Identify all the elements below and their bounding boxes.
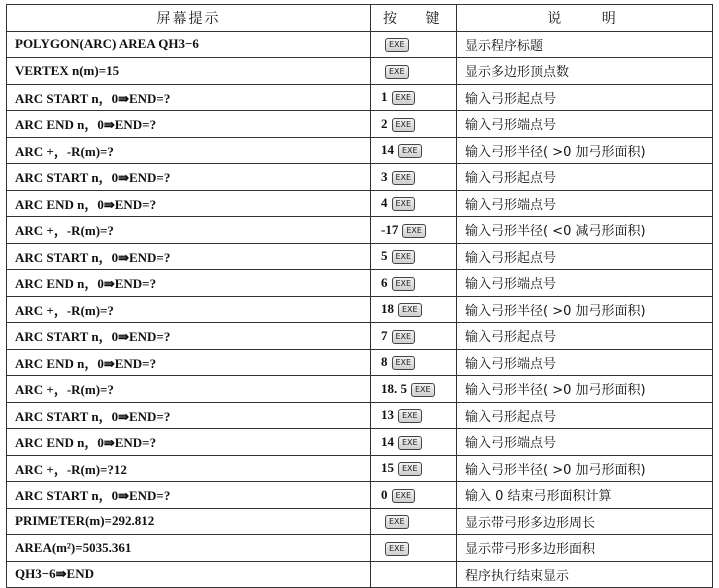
table-row <box>7 455 713 482</box>
key-cell <box>371 535 457 562</box>
table-row <box>7 508 713 535</box>
exe-key-icon: EXE <box>398 462 422 476</box>
key-cell <box>371 429 457 456</box>
key-input-value: 14 <box>381 142 394 158</box>
table-row <box>7 429 713 456</box>
exe-key-icon: EXE <box>392 118 416 132</box>
screen-prompt-cell: ARC +，-R(m)=? <box>7 296 371 323</box>
key-cell <box>371 137 457 164</box>
table-row <box>7 111 713 138</box>
key-cell <box>371 323 457 350</box>
screen-prompt-cell: ARC START n，0⇛END=? <box>7 84 371 111</box>
screen-prompt-cell: ARC +，-R(m)=? <box>7 376 371 403</box>
table-row <box>7 190 713 217</box>
screen-prompt-cell: ARC +，-R(m)=? <box>7 217 371 244</box>
key-input-value: 18 <box>381 301 394 317</box>
key-cell <box>371 270 457 297</box>
table-row <box>7 349 713 376</box>
screen-prompt-cell: ARC END n，0⇛END=? <box>7 111 371 138</box>
key-cell <box>371 243 457 270</box>
screen-prompt-cell: ARC +，-R(m)=? <box>7 137 371 164</box>
screen-prompt-cell: QH3−6⇛END <box>7 561 371 588</box>
header-screen-prompt: 屏幕提示 <box>7 5 371 32</box>
exe-key-icon: EXE <box>392 356 416 370</box>
exe-key-icon: EXE <box>385 65 409 79</box>
program-steps-table <box>6 4 713 588</box>
key-cell <box>371 164 457 191</box>
key-cell <box>371 349 457 376</box>
description-cell: 输入弓形起点号 <box>457 402 713 429</box>
key-input-value: 5 <box>381 248 388 264</box>
screen-prompt-cell: ARC END n，0⇛END=? <box>7 190 371 217</box>
key-input-value: -17 <box>381 221 399 237</box>
exe-key-icon: EXE <box>402 224 426 238</box>
key-input-value: 13 <box>381 407 394 423</box>
screen-prompt-cell: ARC END n，0⇛END=? <box>7 349 371 376</box>
screen-prompt-cell: ARC END n，0⇛END=? <box>7 270 371 297</box>
key-input-value: 7 <box>381 327 388 343</box>
description-cell: 程序执行结束显示 <box>457 561 713 588</box>
table-row <box>7 84 713 111</box>
key-cell <box>371 58 457 85</box>
table-row <box>7 535 713 562</box>
exe-key-icon: EXE <box>385 515 409 529</box>
exe-key-icon: EXE <box>392 91 416 105</box>
key-cell <box>371 111 457 138</box>
description-cell: 输入弓形端点号 <box>457 111 713 138</box>
key-input-value: 4 <box>381 195 388 211</box>
screen-prompt-cell: ARC START n，0⇛END=? <box>7 323 371 350</box>
description-cell: 输入弓形半径( >0 加弓形面积) <box>457 296 713 323</box>
description-cell: 输入弓形端点号 <box>457 190 713 217</box>
screen-prompt-cell: ARC START n，0⇛END=? <box>7 482 371 509</box>
table-row <box>7 296 713 323</box>
key-cell <box>371 217 457 244</box>
exe-key-icon: EXE <box>385 542 409 556</box>
key-input-value: 6 <box>381 274 388 290</box>
key-cell <box>371 402 457 429</box>
exe-key-icon: EXE <box>392 250 416 264</box>
exe-key-icon: EXE <box>392 489 416 503</box>
exe-key-icon: EXE <box>392 197 416 211</box>
key-input-value: 18. 5 <box>381 380 407 396</box>
description-cell: 输入弓形端点号 <box>457 349 713 376</box>
description-cell: 输入弓形起点号 <box>457 84 713 111</box>
description-cell: 输入弓形半径( >0 加弓形面积) <box>457 376 713 403</box>
key-cell <box>371 31 457 58</box>
key-input-value: 14 <box>381 433 394 449</box>
key-cell <box>371 508 457 535</box>
key-cell <box>371 190 457 217</box>
key-cell <box>371 561 457 588</box>
header-description: 说 明 <box>457 5 713 32</box>
description-cell: 输入弓形端点号 <box>457 429 713 456</box>
table-row <box>7 31 713 58</box>
table-header-row <box>7 5 713 32</box>
table-row <box>7 323 713 350</box>
key-cell <box>371 455 457 482</box>
exe-key-icon: EXE <box>392 330 416 344</box>
exe-key-icon: EXE <box>398 144 422 158</box>
table-row <box>7 376 713 403</box>
description-cell: 输入弓形起点号 <box>457 164 713 191</box>
key-input-value: 3 <box>381 168 388 184</box>
exe-key-icon: EXE <box>411 383 435 397</box>
table-row <box>7 243 713 270</box>
table-row <box>7 164 713 191</box>
description-cell: 输入 0 结束弓形面积计算 <box>457 482 713 509</box>
description-cell: 显示程序标题 <box>457 31 713 58</box>
screen-prompt-cell: PRIMETER(m)=292.812 <box>7 508 371 535</box>
table-row <box>7 137 713 164</box>
key-input-value: 15 <box>381 460 394 476</box>
description-cell: 输入弓形端点号 <box>457 270 713 297</box>
table-row <box>7 58 713 85</box>
description-cell: 显示带弓形多边形周长 <box>457 508 713 535</box>
description-cell: 输入弓形半径( >0 加弓形面积) <box>457 137 713 164</box>
description-cell: 输入弓形起点号 <box>457 323 713 350</box>
description-cell: 显示多边形顶点数 <box>457 58 713 85</box>
exe-key-icon: EXE <box>398 436 422 450</box>
key-cell <box>371 296 457 323</box>
key-input-value: 8 <box>381 354 388 370</box>
header-key: 按 键 <box>371 5 457 32</box>
screen-prompt-cell: VERTEX n(m)=15 <box>7 58 371 85</box>
key-input-value: 0 <box>381 486 388 502</box>
table-row <box>7 482 713 509</box>
screen-prompt-cell: ARC END n，0⇛END=? <box>7 429 371 456</box>
description-cell: 输入弓形半径( >0 加弓形面积) <box>457 455 713 482</box>
screen-prompt-cell: POLYGON(ARC) AREA QH3−6 <box>7 31 371 58</box>
key-input-value: 2 <box>381 115 388 131</box>
table-row <box>7 561 713 588</box>
screen-prompt-cell: ARC START n，0⇛END=? <box>7 402 371 429</box>
table-row <box>7 270 713 297</box>
exe-key-icon: EXE <box>398 409 422 423</box>
key-cell <box>371 376 457 403</box>
exe-key-icon: EXE <box>385 38 409 52</box>
description-cell: 输入弓形起点号 <box>457 243 713 270</box>
key-cell <box>371 482 457 509</box>
exe-key-icon: EXE <box>392 277 416 291</box>
description-cell: 输入弓形半径( <0 减弓形面积) <box>457 217 713 244</box>
screen-prompt-cell: ARC START n，0⇛END=? <box>7 243 371 270</box>
screen-prompt-cell: ARC +，-R(m)=?12 <box>7 455 371 482</box>
screen-prompt-cell: AREA(m²)=5035.361 <box>7 535 371 562</box>
exe-key-icon: EXE <box>398 303 422 317</box>
key-cell <box>371 84 457 111</box>
table-row <box>7 217 713 244</box>
table-row <box>7 402 713 429</box>
description-cell: 显示带弓形多边形面积 <box>457 535 713 562</box>
exe-key-icon: EXE <box>392 171 416 185</box>
key-input-value: 1 <box>381 89 388 105</box>
screen-prompt-cell: ARC START n，0⇛END=? <box>7 164 371 191</box>
